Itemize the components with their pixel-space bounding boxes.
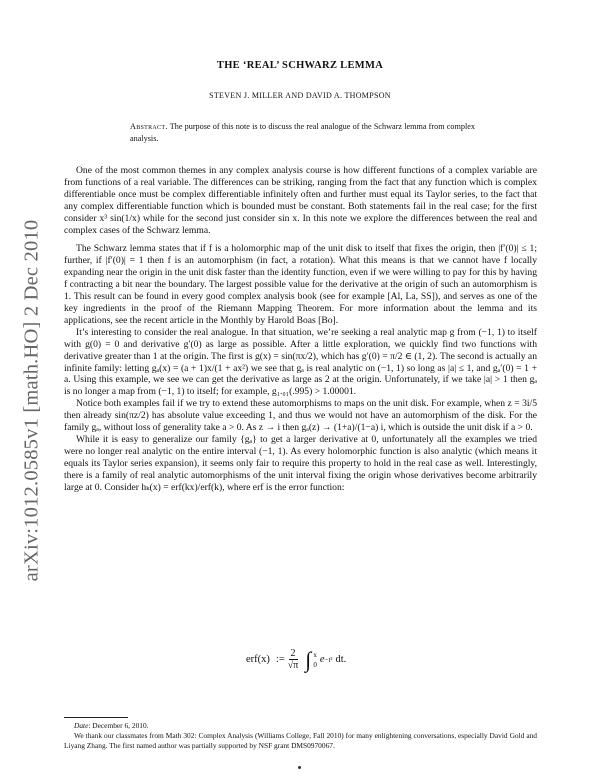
arxiv-identifier: arXiv:1012.0585v1 [math.HO] 2 Dec 2010 — [20, 219, 43, 581]
body-text — [64, 165, 537, 493]
integral-upper-limit: x — [313, 650, 317, 659]
fraction-denominator: √π — [287, 660, 299, 671]
fraction-numerator: 2 — [290, 648, 296, 659]
integrand-exponent: −t² — [324, 655, 333, 664]
paper-authors: STEVEN J. MILLER AND DAVID A. THOMPSON — [209, 91, 391, 100]
integral-sign: ∫ — [305, 646, 312, 672]
page-marker — [298, 766, 301, 769]
equation-differential: dt. — [335, 654, 347, 665]
paragraph-intro: One of the most common themes in any complex analysis course is how different functions of a complex variable are from functions of a real variable. The differences can be striking, ranging from the fact that any function which is complex differentiable once must be complex differentiable infinitely often and further must equal its Taylor series, to the fact that any complex differentiable function which is bounded must be constant. Both statements fail in the real case; for the first consider x³ sin(1/x) while for the second just consider sin x. In this note we explore the differences between the real and complex cases of the Schwarz lemma. — [64, 165, 537, 236]
footnote-rule — [64, 717, 128, 718]
equation-fraction — [288, 648, 299, 671]
date-label: Date — [74, 721, 89, 730]
equation-lhs: erf(x) — [246, 654, 270, 665]
footnote-date — [64, 721, 537, 731]
paragraph-schwarz-lemma: The Schwarz lemma states that if f is a holomorphic map of the unit disk to itself that fixes the origin, then |f′(0)| ≤ 1; further, if |f′(0)| = 1 then f is an automorphism (in fact, a rotation). What this means is that we cannot have f locally expanding near the origin in the unit disk faster than the identity function, even if we were willing to pay for this by having f contracting a bit near the boundary. The largest possible value for the derivative at the origin of such an automorphism is 1. This result can be found in every good complex analysis book (see for example [Al, La, SS]), and serves as one of the key ingredients in the proof of the Riemann Mapping Theorem. For more information about the lemma and its applications, see the recent article in the Monthly by Harold Boas [Bo]. — [64, 243, 537, 326]
arxiv-sidebar-stamp — [12, 210, 52, 590]
paper-title: THE ‘REAL’ SCHWARZ LEMMA — [216, 60, 384, 71]
integrand-base: e — [319, 654, 325, 665]
integral-lower-limit: 0 — [313, 660, 317, 669]
footnote-thanks: We thank our classmates from Math 302: Complex Analysis (Williams College, Fall 2010) for many enlightening conversations, especially David Gold and Liyang Zhang. The first named author was partially supported by NSF grant DMS0970067. — [64, 731, 537, 750]
date-value: : December 6, 2010. — [88, 721, 149, 730]
paragraph-unit-disk: Notice both examples fail if we try to extend these automorphisms to maps on the unit disk. For example, when z = 3i/5 then already sin(πz/2) has absolute value exceeding 1, and thus we would not have an automorphism of the disk. For the family gₐ, without loss of generality take a > 0. As z → i then gₐ(z) → (1+a)/(1−a) i, which is outside the unit disk if a > 0. — [64, 398, 537, 434]
paragraph-error-function: While it is easy to generalize our family {gₐ} to get a larger derivative at 0, unfortunately all the examples we tried were no longer real analytic on the entire interval (−1, 1). As every holomorphic function is also analytic (which means it equals its Taylor series expansion), it seems only fair to require this property to hold in the real case as well. Interestingly, there is a family of real analytic automorphisms of the unit interval fixing the origin whose derivatives become arbitrarily large at 0. Consider hₖ(x) = erf(kx)/erf(k), where erf is the error function: — [64, 433, 537, 493]
abstract-label: Abstract. — [130, 122, 168, 131]
paragraph-real-analogue: It’s interesting to consider the real analogue. In that situation, we’re seeking a real analytic map g from (−1, 1) to itself with g(0) = 0 and derivative g′(0) as large as possible. After a little exploration, we quickly find two functions with derivative greater than 1 at the origin. The first is g(x) = sin(πx/2), which has g′(0) = π/2 ∈ (1, 2). The second is actually an infinite family: letting gₐ(x) = (a + 1)x/(1 + ax²) we see that gₐ is real analytic on (−1, 1) so long as |a| ≤ 1, and gₐ′(0) = 1 + a. Using this example, we see we can get the derivative as large as 2 at the origin. Unfortunately, if we take |a| > 1 then gₐ is no longer a map from (−1, 1) to itself; for example, g₁.₀₁(.995) > 1.00001. — [64, 326, 537, 398]
abstract-text: The purpose of this note is to discuss the real analogue of the Schwarz lemma from complex analysis. — [130, 122, 475, 143]
erf-equation — [246, 648, 346, 671]
equation-assign: := — [275, 654, 285, 665]
abstract — [130, 121, 475, 144]
integral-limits — [313, 650, 317, 670]
footnotes — [64, 721, 537, 751]
